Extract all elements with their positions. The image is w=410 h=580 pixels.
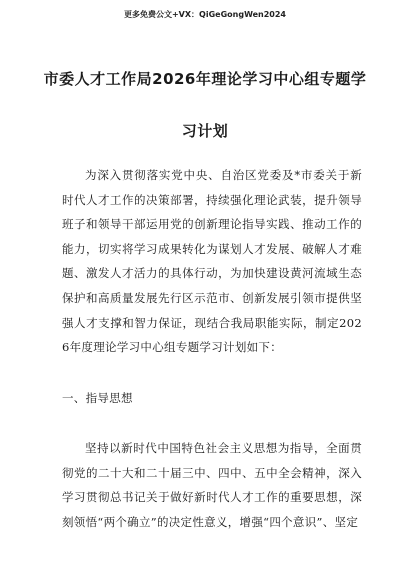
section-paragraph: 坚持以新时代中国特色社会主义思想为指导，全面贯彻党的二十大和二十届三中、四中、五中全会精神，深入学习贯彻总书记关于做好新时代人才工作的重要思想，深刻领悟“两个确立”的决定性意义，增强“四个意识”、坚定 bbox=[62, 441, 362, 529]
document-title-line-1: 市委人才工作局2026年理论学习中心组专题学 bbox=[43, 70, 367, 88]
header-note: 更多免费公文+VX：QiGeGongWen2024 bbox=[123, 10, 286, 19]
intro-paragraph: 为深入贯彻落实党中央、自治区党委及*市委关于新时代人才工作的决策部署，持续强化理论武装，提升领导班子和领导干部运用党的创新理论指导实践、推动工作的能力，切实将学习成果转化为谋划人才发展、破解人才难题、激发人才活力的具体行动，为加快建设黄河流域生态保护和高质量发展先行区示范市、创新发展引领市提供坚强人才支撑和智力保证，现结合我局职能实际，制定2026年度理论学习中心组专题学习计划如下： bbox=[62, 168, 362, 355]
document-title-line-2: 习计划 bbox=[181, 122, 229, 140]
section-heading: 一、指导思想 bbox=[62, 391, 133, 405]
